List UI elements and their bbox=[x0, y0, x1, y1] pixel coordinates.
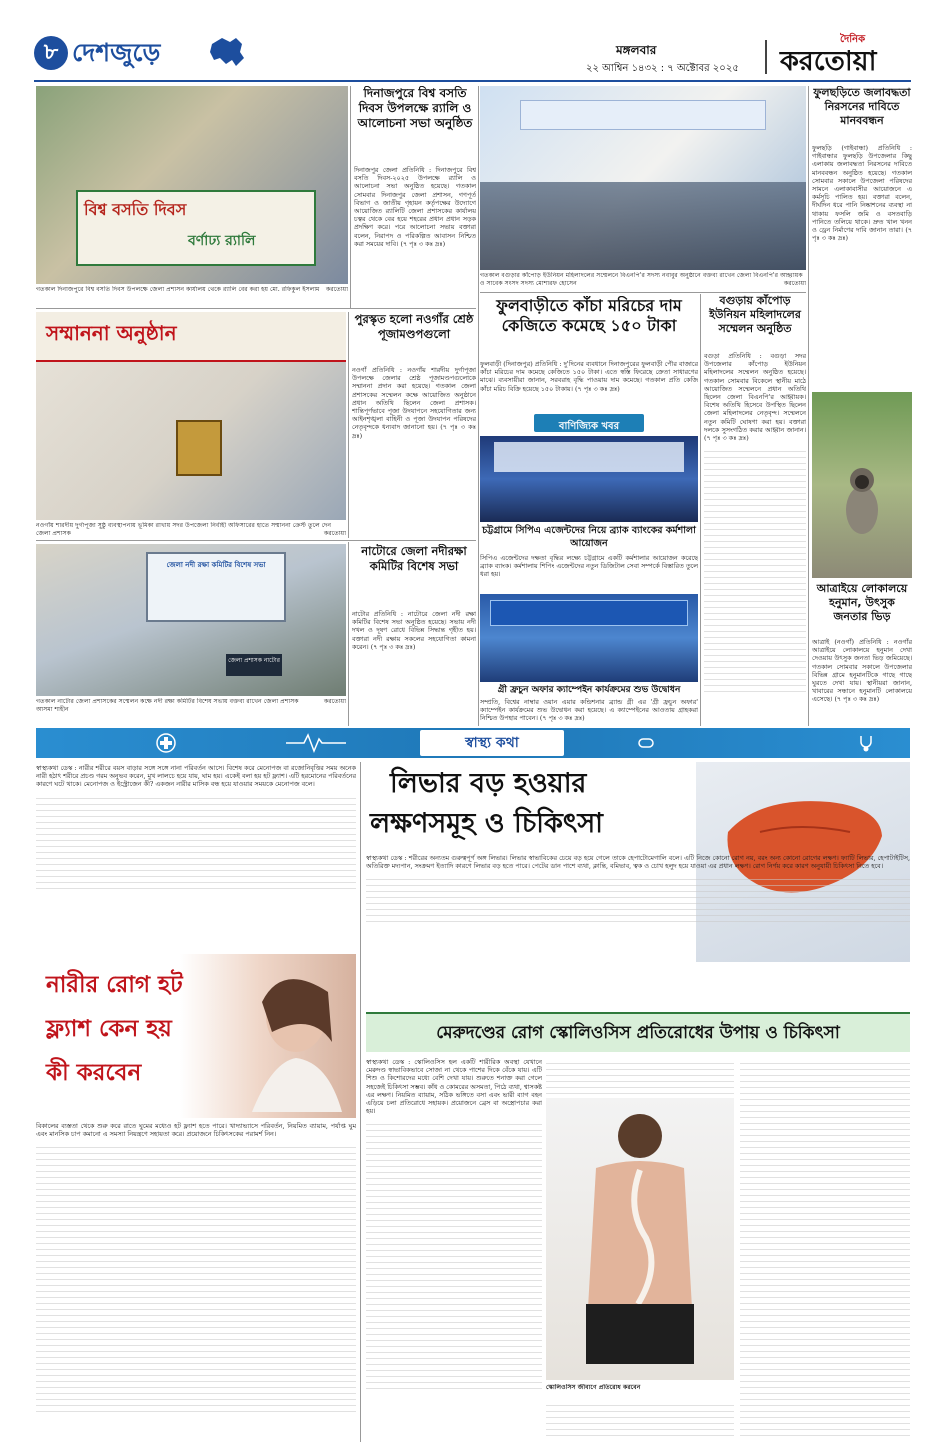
bangladesh-map-icon bbox=[206, 34, 248, 70]
award-credit: করতোয়া bbox=[323, 529, 346, 537]
meeting-caption bbox=[36, 698, 346, 724]
text-filler bbox=[36, 1142, 356, 1412]
meeting-nameplate: জেলা প্রশাসক নাটোর bbox=[226, 654, 282, 676]
liver-title-line2: লক্ষণসমূহ ও চিকিৎসা bbox=[370, 808, 604, 839]
fulchhari-continued: (৭ পৃঃ ৩ কঃ দ্রঃ) bbox=[812, 226, 912, 243]
divider bbox=[36, 308, 476, 309]
woman-illustration bbox=[232, 962, 352, 1112]
scoliosis-image-caption: স্কোলিওসিস জীবাণে প্রতিরোধ করবেন bbox=[546, 1384, 641, 1391]
divider bbox=[348, 542, 349, 726]
conference-credit: করতোয়া bbox=[783, 279, 806, 287]
gree-continued: (৭ পৃঃ ৩ কঃ দ্রঃ) bbox=[539, 714, 585, 723]
meeting-credit: করতোয়া bbox=[323, 698, 346, 705]
text-filler bbox=[366, 1119, 542, 1389]
rally-photo-credit: মো. রফিকুল ইসলাম bbox=[270, 286, 320, 293]
divider bbox=[480, 292, 806, 293]
award-caption bbox=[36, 522, 346, 540]
issue-day: মঙ্গলবার bbox=[616, 43, 657, 57]
masthead-rule bbox=[34, 80, 911, 82]
conference-photo bbox=[480, 86, 806, 270]
stethoscope-icon bbox=[856, 733, 876, 753]
bank-body: সিপিএ এজেন্টদের দক্ষতা বৃদ্ধির লক্ষ্যে চট্টগ্রামে একটি কর্মশালার আয়োজন করেছে ব্র্যাক ব্যাংক। কর্মশালায় শিপিং এজেন্টদের নতুন ডিজিটাল সেবা সম্পর্কে বিস্তারিত তুলে ধরা হয়। bbox=[480, 554, 698, 579]
health-title: স্বাস্থ্য কথা bbox=[465, 735, 519, 751]
health-banner bbox=[36, 728, 910, 758]
puja-continued: (৭ পৃঃ ৩ কঃ দ্রঃ) bbox=[352, 423, 476, 440]
hotflash-body-top bbox=[36, 764, 356, 950]
hotflash-body-bottom bbox=[36, 1122, 356, 1440]
divider bbox=[350, 86, 351, 308]
hotflash-body-top-text: স্বাস্থ্যকথা ডেস্ক : নারীর শরীরে বয়স বাড়ার সঙ্গে সঙ্গে নানা পরিবর্তন আসে। বিশেষ করে মেনোপজ বা রজোনিবৃত্তির সময় অনেক নারী হঠাৎ শরীরে প্রচণ্ড গরম অনুভব করেন, মুখ লালচে হয়ে যায়, ঘাম হয়। একেই বলা হয় হট ফ্ল্যাশ। এটি হরমোনের পরিবর্তনের কারণে ঘটে থাকে। মেনোপজ ও ইস্ট্রোজেন কী? একজন নারীর মাসিক বন্ধ হয়ে যাওয়ার সময়কে মেনোপজ বলে। bbox=[36, 764, 356, 789]
fulbari-body bbox=[480, 360, 698, 412]
divider bbox=[808, 86, 809, 726]
issue-date: ২২ আশ্বিন ১৪৩২ : ৭ অক্টোবর ২০২৫ bbox=[586, 63, 739, 74]
dinajpur-body bbox=[354, 166, 476, 298]
dinajpur-continued: (৭ পৃঃ ৩ কঃ দ্রঃ) bbox=[400, 239, 446, 248]
rally-banner-sub: বর্ণাঢ্য র‍্যালি bbox=[188, 233, 256, 249]
pill-icon bbox=[636, 733, 656, 753]
paper-name-small: দৈনিক bbox=[840, 34, 866, 45]
fulbari-headline: ফুলবাড়ীতে কাঁচা মরিচের দাম কেজিতে কমেছে ১৫০ টাকা bbox=[496, 296, 682, 335]
rally-photo bbox=[36, 86, 348, 284]
rally-caption bbox=[36, 286, 348, 304]
award-photo bbox=[36, 312, 346, 520]
rally-banner-title: বিশ্ব বসতি দিবস bbox=[84, 200, 187, 219]
liver-body bbox=[366, 854, 910, 960]
conference-caption bbox=[480, 272, 806, 290]
text-filler bbox=[366, 874, 910, 924]
health-title-box bbox=[420, 730, 564, 756]
award-caption-text: নওগাঁয় শারদীয় দুর্গাপূজা সুষ্ঠু ব্যবস্থাপনায় ভূমিকা রাখায় সদর উপজেলা নির্বাহী অফিসারের হাতে সম্মাননা ক্রেস্ট তুলে দেন জেলা প্রশাসক bbox=[36, 522, 332, 537]
fulbari-body-text: ফুলবাড়ী (দিনাজপুর) প্রতিনিধি : দু'দিনের ব্যবধানে দিনাজপুরের ফুলবাড়ী পৌর বাজারে কাঁচা মরিচের দাম কমেছে কেজিতে ১৫০ টাকা। এতে স্বস্তি ফিরেছে ক্রেতা সাধারণের মাঝে। ব্যবসায়ীরা জানান, সরবরাহ বৃদ্ধি পাওয়ায় দাম কমেছে। গতকাল প্রতি কেজি কাঁচা মরিচ বিক্রি হয়েছে ১৫০ টাকায়। bbox=[480, 360, 698, 393]
text-filler bbox=[704, 446, 806, 696]
atrai-headline: আত্রাইয়ে লোকালয়ে হনুমান, উৎসুক জনতার ভিড় bbox=[816, 582, 908, 623]
puja-headline: পুরস্কৃত হলো নওগাঁর শ্রেষ্ঠ পূজামণ্ডপগুলো bbox=[354, 312, 474, 341]
hotflash-title-line1: নারীর রোগ হট bbox=[46, 972, 183, 998]
scoliosis-text-col2-bottom bbox=[546, 1400, 734, 1440]
hotflash-body-bottom-text: বিকালের ব্যস্ততা থেকে শুরু করে রাতে ঘুমের মধ্যেও হট ফ্ল্যাশ হতে পারে। খাদ্যাভ্যাসে পরিবর্তন, নিয়মিত ব্যায়াম, পর্যাপ্ত ঘুম এবং মানসিক চাপ কমানো এ সমস্যা নিয়ন্ত্রণে সহায়তা করে। প্রয়োজনে চিকিৎসকের পরামর্শ নিন। bbox=[36, 1122, 356, 1139]
meeting-photo-credit: আসমা শাহীন bbox=[36, 705, 69, 713]
natore-continued: (৭ পৃঃ ৩ কঃ দ্রঃ) bbox=[370, 642, 416, 651]
bank-event-photo bbox=[480, 436, 698, 522]
medical-cross-icon bbox=[156, 733, 176, 753]
atrai-body-text: আত্রাই (নওগাঁ) প্রতিনিধি : নওগাঁর আত্রাইয়ে লোকালয়ে হনুমান দেখা দেওয়ায় উৎসুক জনতা ভিড় জমিয়েছে। গতকাল সোমবার সকালে উপজেলার বিভিন্ন গ্রামে হনুমানটিকে গাছে গাছে ঘুরতে দেখা যায়। স্থানীয়রা জানান, খাবারের সন্ধানে হনুমানটি লোকালয়ে এসেছে। bbox=[812, 638, 912, 704]
puja-body bbox=[352, 366, 476, 538]
fulchhari-body-text: ফুলছড়ি (গাইবান্ধা) প্রতিনিধি : গাইবান্ধার ফুলছড়ি উপজেলার কিছু এলাকায় জলাবদ্ধতা নিরসনের দাবিতে মানববন্ধন অনুষ্ঠিত হয়েছে। গতকাল সোমবার সকালে উপজেলা পরিষদের সামনে এলাকাবাসীর আয়োজনে এ কর্মসূচি পালিত হয়। বক্তারা বলেন, দীর্ঘদিন ধরে পানি নিষ্কাশনের ব্যবস্থা না থাকায় ফসলি জমি ও বসতবাড়ি পানিতে তলিয়ে থাকে। দ্রুত খাল খনন ও ড্রেন নির্মাণের দাবি জানান তারা। bbox=[812, 144, 912, 235]
rally-credit: করতোয়া bbox=[325, 286, 348, 293]
kapor-body bbox=[704, 352, 806, 724]
dinajpur-headline: দিনাজপুরে বিশ্ব বসতি দিবস উপলক্ষে র‍্যালি ও আলোচনা সভা অনুষ্ঠিত bbox=[357, 86, 473, 130]
liver-title-box bbox=[366, 762, 696, 852]
divider bbox=[360, 762, 361, 1442]
kapor-headline: বগুড়ায় কাঁপোড় ইউনিয়ন মহিলাদলের সম্মেলন অনুষ্ঠিত bbox=[709, 294, 801, 335]
natore-body-text: নাটোর প্রতিনিধি : নাটোরে জেলা নদী রক্ষা কমিটির বিশেষ সভা অনুষ্ঠিত হয়েছে। সভায় নদী দখল ও দূষণ রোধে বিভিন্ন সিদ্ধান্ত গৃহীত হয়। বক্তারা নদী রক্ষায় সকলের সহযোগিতা কামনা করেন। bbox=[352, 610, 476, 651]
masthead bbox=[0, 0, 945, 84]
paper-name: করতোয়া bbox=[780, 46, 877, 77]
award-plaque bbox=[176, 420, 222, 476]
scoliosis-title-box bbox=[366, 1012, 910, 1052]
hotflash-title-line3: কী করবেন bbox=[46, 1060, 142, 1086]
fulchhari-body bbox=[812, 144, 912, 386]
monkey-photo bbox=[812, 392, 912, 578]
divider bbox=[700, 294, 701, 726]
kapor-continued: (৭ পৃঃ ৩ কঃ দ্রঃ) bbox=[704, 434, 749, 443]
scoliosis-body-text: স্বাস্থ্যকথা ডেস্ক : স্কোলিওসিস হল একটি শারীরিক অবস্থা যেখানে মেরুদণ্ড স্বাভাবিকভাবে সোজা না থেকে পাশের দিকে বেঁকে যায়। এটি শিশু ও কিশোরদের মধ্যে বেশি দেখা যায়। শুরুতে শনাক্ত করা গেলে সহজেই চিকিৎসা সম্ভব। কাঁধ ও কোমরের অসমতা, পিঠে ব্যথা, শ্বাসকষ্ট এর লক্ষণ। নিয়মিত ব্যায়াম, সঠিক ভঙ্গিতে বসা এবং ভারী ব্যাগ বহন এড়িয়ে চলা প্রতিরোধে সহায়ক। প্রয়োজনে ব্রেস বা অস্ত্রোপচার করা হয়। bbox=[366, 1058, 542, 1116]
gree-headline: গ্রী ফ্রচুন অফার ক্যাম্পেইন কার্যক্রমের শুভ উদ্বোধন bbox=[497, 685, 681, 695]
meeting-screen bbox=[146, 552, 286, 622]
commerce-label-box bbox=[534, 414, 644, 432]
divider bbox=[36, 540, 476, 541]
liver-title-line1: লিভার বড় হওয়ার bbox=[390, 768, 587, 799]
scoliosis-text-col3 bbox=[740, 1058, 910, 1440]
atrai-body bbox=[812, 638, 912, 724]
gree-event-backdrop bbox=[490, 600, 688, 626]
monkey-icon bbox=[832, 462, 892, 542]
page-number: ৮ bbox=[43, 40, 59, 65]
atrai-continued: (৭ পৃঃ ৩ কঃ দ্রঃ) bbox=[834, 695, 880, 704]
spine-illustration bbox=[560, 1108, 720, 1368]
fulchhari-headline: ফুলছড়িতে জলাবদ্ধতা নিরসনের দাবিতে মানববন্ধন bbox=[813, 86, 911, 127]
meeting-caption-text: গতকাল নাটোর জেলা প্রশাসকের সম্মেলন কক্ষে নদী রক্ষা কমিটির বিশেষ সভায় বক্তব্য রাখেন জেলা প্রশাসক bbox=[36, 698, 299, 705]
divider bbox=[478, 86, 479, 726]
meeting-screen-title: জেলা নদী রক্ষা কমিটির বিশেষ সভা bbox=[166, 561, 266, 569]
meeting-photo bbox=[36, 544, 346, 696]
puja-body-text: নওগাঁ প্রতিনিধি : নওগাঁয় শারদীয় দুর্গাপূজা উপলক্ষে জেলার শ্রেষ্ঠ পূজামণ্ডপগুলোকে সম্মাননা প্রদান করা হয়েছে। গতকাল জেলা প্রশাসকের সম্মেলন কক্ষে আয়োজিত অনুষ্ঠানে প্রধান অতিথি ছিলেন জেলা প্রশাসক। শান্তিপূর্ণভাবে পূজা উদযাপনে সহযোগিতার জন্য আইনশৃঙ্খলা বাহিনী ও পূজা উদযাপন পরিষদের নেতৃবৃন্দকে ধন্যবাদ জানানো হয়। bbox=[352, 366, 476, 432]
text-filler bbox=[36, 793, 356, 893]
scoliosis-title: মেরুদণ্ডের রোগ স্কোলিওসিস প্রতিরোধের উপায় ও চিকিৎসা bbox=[436, 1023, 840, 1043]
divider bbox=[348, 312, 349, 538]
page-number-badge bbox=[34, 36, 68, 70]
gree-body-text: সম্প্রতি, বিশ্বের নাম্বার ওয়ান এয়ার কন্ডিশনার ব্র্যান্ড গ্রী এর 'গ্রী ফ্রচুন অফার' ক্যাম্পেইন কার্যক্রমের শুভ উদ্বোধন করা হয়েছে। এ ক্যাম্পেইনের আওতায় গ্রাহকরা নিশ্চিত উপহার পাবেন। bbox=[480, 698, 698, 723]
conference-crowd bbox=[480, 182, 806, 270]
natore-body bbox=[352, 610, 476, 724]
scoliosis-body-left bbox=[366, 1058, 542, 1442]
bank-event-backdrop bbox=[494, 442, 684, 472]
rally-caption-text: গতকাল দিনাজপুরে বিশ্ব বসতি দিবস উপলক্ষে জেলা প্রশাসন কার্যালয় থেকে র‍্যালি বের করা হয় bbox=[36, 286, 269, 293]
rally-banner bbox=[76, 190, 316, 266]
gree-event-photo bbox=[480, 594, 698, 682]
conference-banner bbox=[520, 100, 766, 130]
scoliosis-text-col2 bbox=[546, 1058, 734, 1094]
scoliosis-image bbox=[546, 1098, 734, 1380]
commerce-label: বাণিজ্যিক খবর bbox=[558, 421, 620, 432]
liver-body-text: স্বাস্থ্যকথা ডেস্ক : শরীরের অন্যতম গুরুত্বপূর্ণ অঙ্গ লিভার। লিভার স্বাভাবিকের চেয়ে বড় হয়ে গেলে তাকে হেপাটোমেগালি বলে। এটি নিজে কোনো রোগ নয়, বরং অন্য কোনো রোগের লক্ষণ। ফ্যাটি লিভার, হেপাটাইটিস, অতিরিক্ত মদ্যপান, সংক্রমণ ইত্যাদি কারণে লিভার বড় হতে পারে। পেটের ডান পাশে ব্যথা, ক্লান্তি, বমিভাব, ত্বক ও চোখ হলুদ হয়ে যাওয়া এর প্রধান লক্ষণ। রোগ নির্ণয় করে কারণ অনুযায়ী চিকিৎসা নিতে হবে। bbox=[366, 854, 910, 871]
natore-headline: নাটোরে জেলা নদীরক্ষা কমিটির বিশেষ সভা bbox=[361, 544, 467, 573]
heartbeat-icon bbox=[286, 733, 346, 753]
award-banner-title: সম্মাননা অনুষ্ঠান bbox=[46, 321, 177, 345]
award-banner bbox=[36, 312, 346, 362]
section-title: দেশজুড়ে bbox=[72, 38, 161, 67]
gree-body bbox=[480, 698, 698, 726]
hotflash-title-line2: ফ্ল্যাশ কেন হয় bbox=[46, 1016, 172, 1042]
conference-caption-text: গতকাল বগুড়ার কাঁপোড় ইউনিয়ন মহিলাদলের সম্মেলনে বিএনপি'র সদস্য নবাবুর অনুষ্ঠানে বক্তব্য রাখেন জেলা বিএনপি'র আহ্বায়ক ও সাবেক সংসদ সদস্য মোশারফ হোসেন bbox=[480, 272, 803, 287]
masthead-divider bbox=[765, 40, 767, 74]
bank-headline: চট্টগ্রামে সিপিএ এজেন্টদের নিয়ে ব্র্যাক ব্যাংকের কর্মশালা আয়োজন bbox=[482, 525, 696, 549]
kapor-body-text: বগুড়া প্রতিনিধি : বগুড়া সদর উপজেলার কাঁপোড় ইউনিয়ন মহিলাদলের সম্মেলন অনুষ্ঠিত হয়েছে। গতকাল সোমবার বিকেলে স্থানীয় মাঠে আয়োজিত সম্মেলনে প্রধান অতিথি ছিলেন জেলা বিএনপি'র আহ্বায়ক। বিশেষ অতিথি হিসেবে উপস্থিত ছিলেন জেলা মহিলাদলের নেতৃবৃন্দ। সম্মেলনে নতুন কমিটি ঘোষণা করা হয়। বক্তারা দলকে সুসংগঠিত করার আহ্বান জানান। bbox=[704, 352, 806, 434]
hotflash-feature bbox=[36, 954, 356, 1118]
fulbari-continued: (৭ পৃঃ ৩ কঃ দ্রঃ) bbox=[575, 384, 620, 393]
dinajpur-body-text: দিনাজপুর জেলা প্রতিনিধি : দিনাজপুরে বিশ্ব বসতি দিবস-২০২৫ উপলক্ষে র‍্যালি ও আলোচনা সভা অনুষ্ঠিত হয়েছে। গতকাল সোমবার দিনাজপুর জেলা প্রশাসন, গণপূর্ত বিভাগ ও জাতীয় গৃহায়ন কর্তৃপক্ষের উদ্যোগে আয়োজিত র‍্যালিটি জেলা প্রশাসকের কার্যালয় চত্বর থেকে বের হয়ে শহরের প্রধান প্রধান সড়ক প্রদক্ষিণ করে। পরে আলোচনা সভায় বক্তারা বলেন, নিরাপদ ও পরিকল্পিত আবাসন নিশ্চিত করা সময়ের দাবি। bbox=[354, 166, 476, 248]
